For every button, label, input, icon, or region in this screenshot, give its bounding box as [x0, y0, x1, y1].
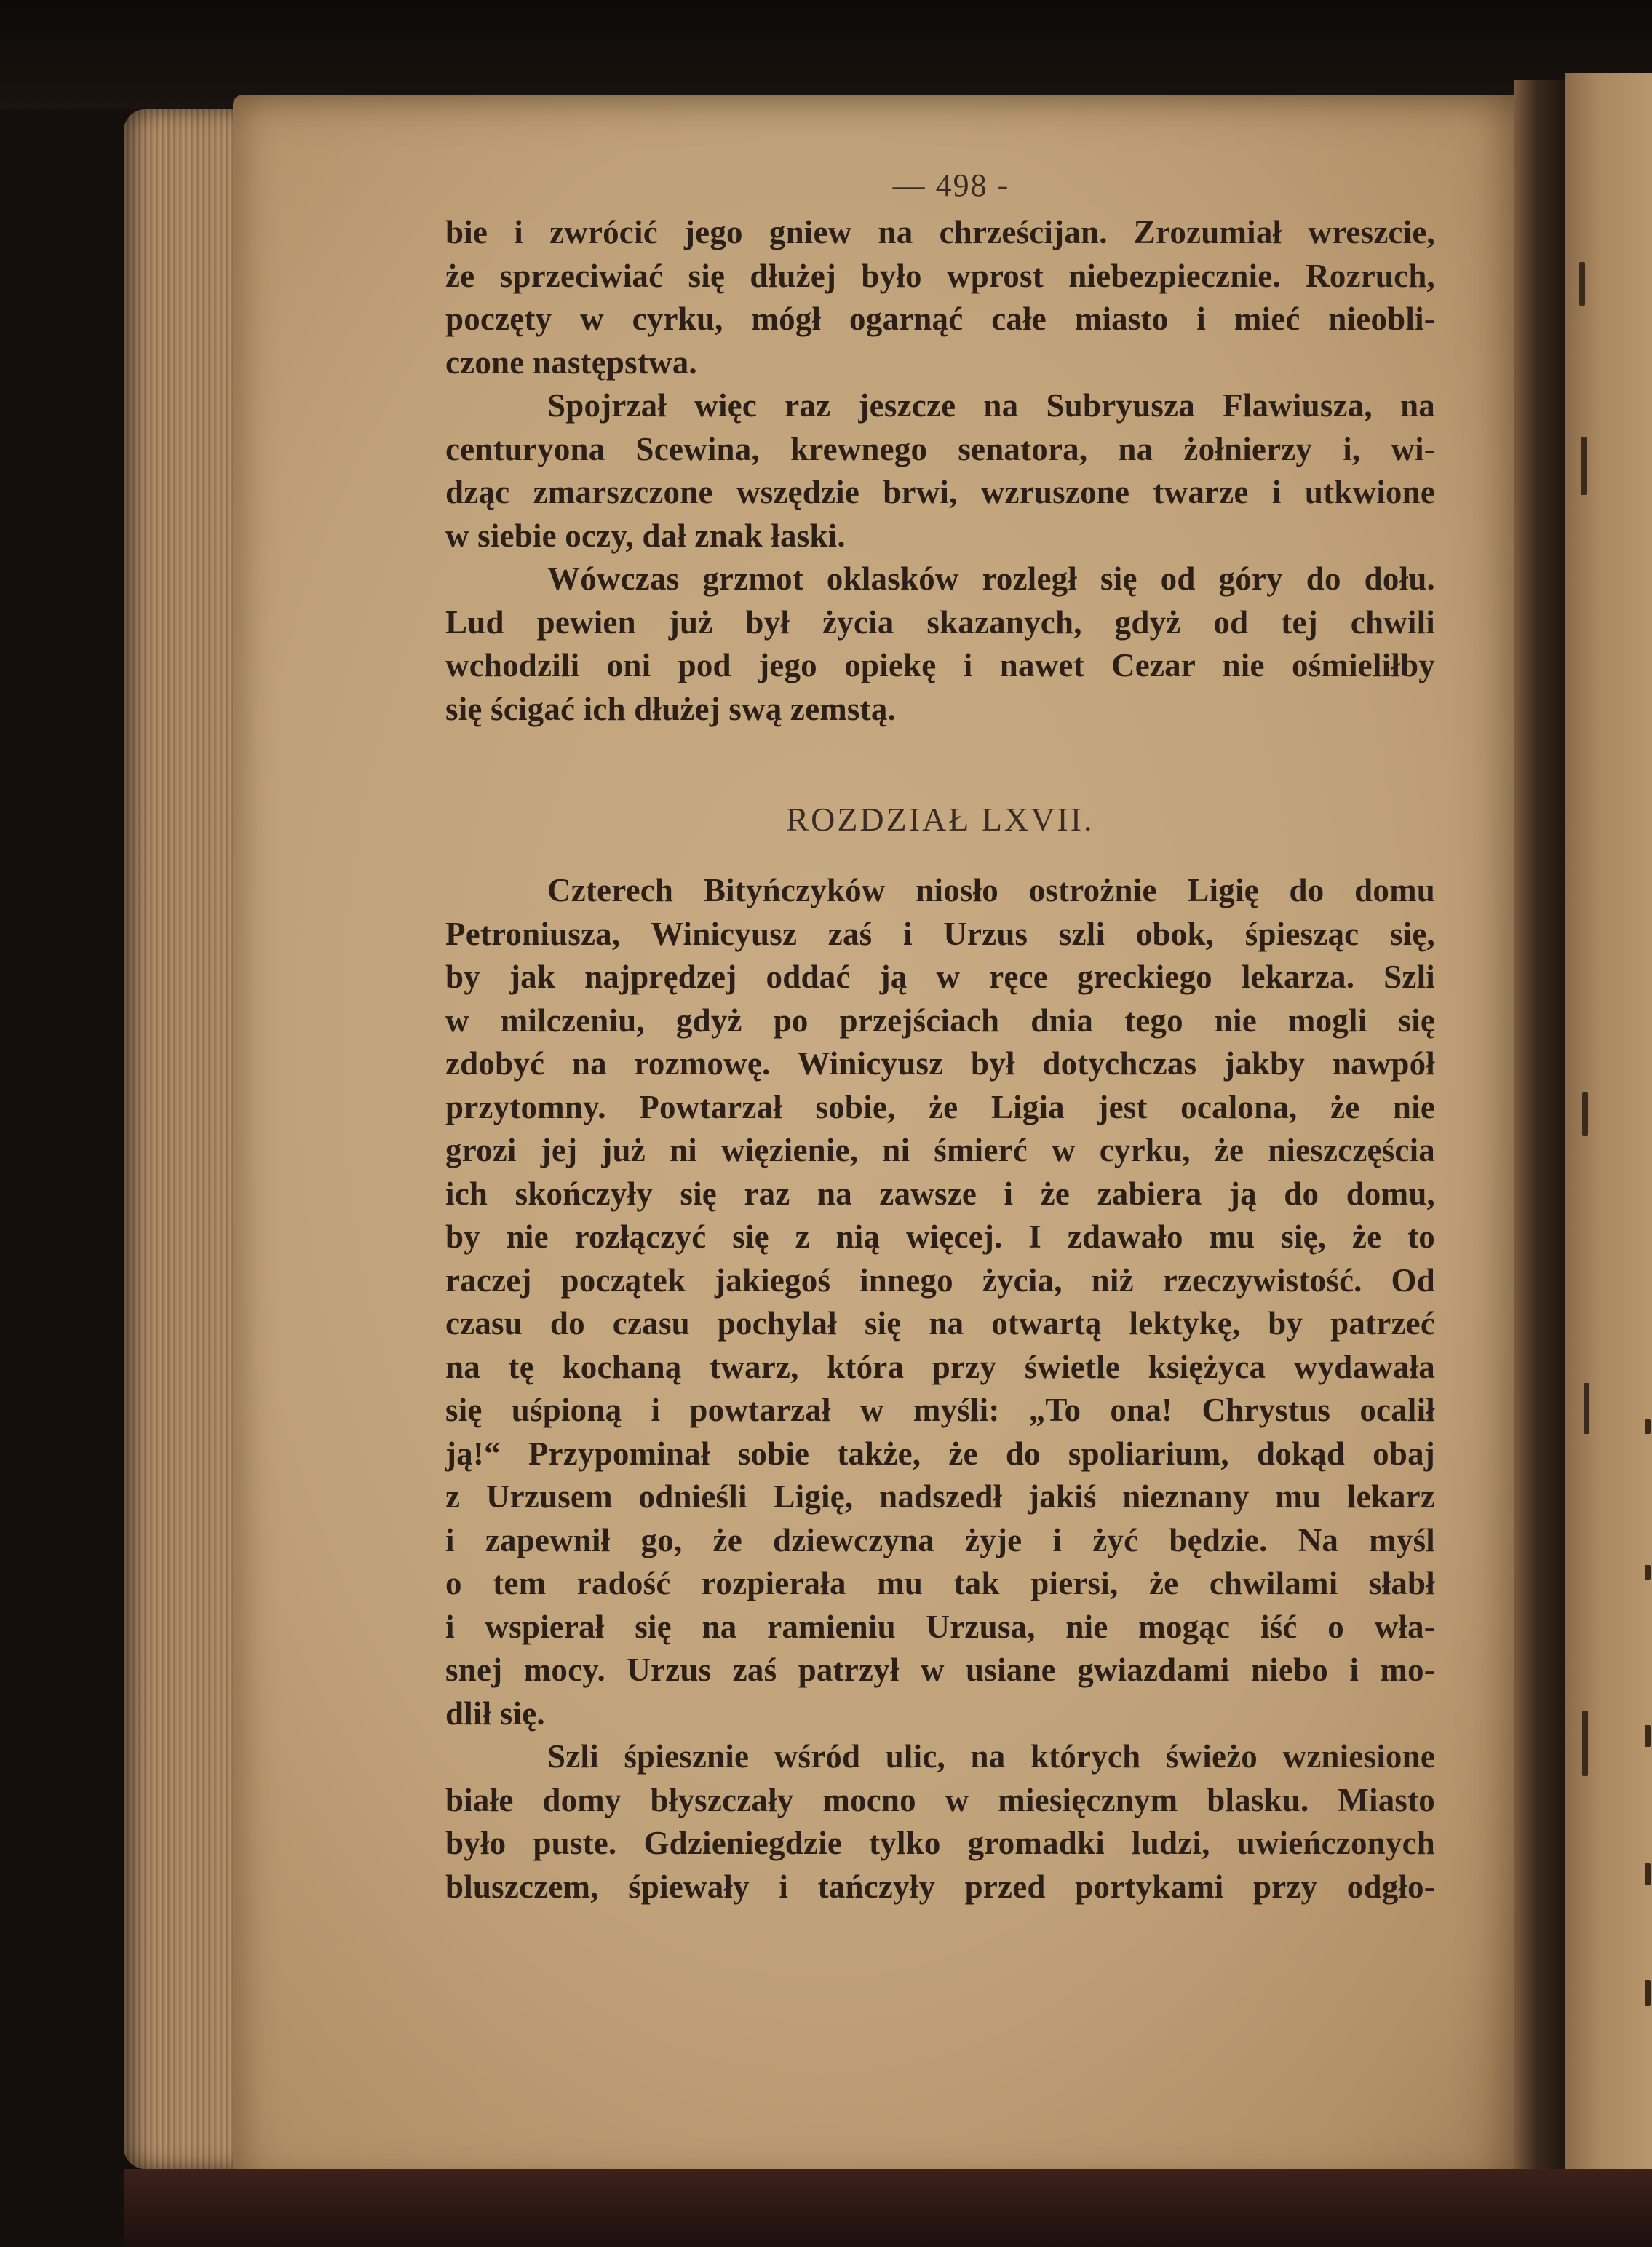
text-line: Spojrzał więc raz jeszcze na Subryusza Flawiusza, na [547, 387, 1435, 424]
text-line: poczęty w cyrku, mógł ogarnąć całe miasto i mieć nieobli- [445, 301, 1435, 337]
text-line: białe domy błyszczały mocno w miesięcznym blasku. Miasto [445, 1781, 1435, 1818]
text-line: że sprzeciwiać się dłużej było wprost niebezpiecznie. Rozruch, [445, 257, 1435, 294]
text-line: dlił się. [445, 1695, 545, 1732]
text-line: Szli śpiesznie wśród ulic, na których świeżo wzniesione [547, 1738, 1435, 1775]
text-line: Petroniusza, Winicyusz zaś i Urzus szli obok, śpiesząc się, [445, 915, 1435, 952]
text-line: by jak najprędzej oddać ją w ręce greckiego lekarza. Szli [445, 959, 1435, 995]
text-line: i wspierał się na ramieniu Urzusa, nie mogąc iść o wła- [445, 1608, 1435, 1645]
text-line: Wówczas grzmot oklasków rozległ się od góry do dołu. [547, 560, 1435, 597]
page-text [445, 160, 1435, 1909]
text-line: snej mocy. Urzus zaś patrzył w usiane gwiazdami niebo i mo- [445, 1652, 1435, 1688]
text-line: i zapewnił go, że dziewczyna żyje i żyć będzie. Na myśl [445, 1521, 1435, 1558]
text-line: Lud pewien już był życia skazanych, gdyż od tej chwili [445, 603, 1435, 641]
paragraph [445, 869, 1435, 1735]
paragraph [445, 384, 1435, 558]
text-line: na tę kochaną twarz, która przy świetle księżyca wydawała [445, 1348, 1435, 1385]
text-line: by nie rozłączyć się z nią więcej. I zdawało mu się, że to [445, 1218, 1435, 1255]
text-line: w milczeniu, gdyż po przejściach dnia tego nie mogli się [445, 1002, 1435, 1039]
binding-edge [124, 2169, 1652, 2247]
chapter-heading: ROZDZIAŁ LXVII. [786, 801, 1095, 838]
text-line: zdobyć na rozmowę. Winicyusz był dotychczas jakby nawpół [445, 1045, 1435, 1082]
text-line: bie i zwrócić jego gniew na chrześcijan. Zrozumiał wreszcie, [445, 214, 1435, 250]
text-line: z Urzusem odnieśli Ligię, nadszedł jakiś nieznany mu lekarz [445, 1478, 1435, 1515]
text-line: było puste. Gdzieniegdzie tylko gromadki ludzi, uwieńczonych [445, 1825, 1435, 1861]
paragraph [445, 558, 1435, 731]
text-line: bluszczem, śpiewały i tańczyły przed portykami przy odgło- [445, 1868, 1435, 1905]
text-line: się ścigać ich dłużej swą zemstą. [445, 690, 896, 727]
text-line: raczej początek jakiegoś innego życia, niż rzeczywistość. Od [445, 1261, 1435, 1299]
text-line: centuryona Scewina, krewnego senatora, na żołnierzy i, wi- [445, 430, 1435, 467]
facing-page-edge [1565, 73, 1652, 2206]
text-line: w siebie oczy, dał znak łaski. [445, 517, 846, 554]
book-gutter [1514, 80, 1565, 2198]
text-line: dząc zmarszczone wszędzie brwi, wzruszone twarze i utkwione [445, 474, 1435, 510]
chapter-text [445, 869, 1435, 1909]
text-line: o tem radość rozpierała mu tak piersi, że chwilami słabł [445, 1565, 1435, 1601]
text-line: ich skończyły się raz na zawsze i że zabiera ją do domu, [445, 1175, 1435, 1212]
text-line: się uśpioną i powtarzał w myśli: „To ona! Chrystus ocalił [445, 1392, 1435, 1428]
text-line: czasu do czasu pochylał się na otwartą lektykę, by patrzeć [445, 1305, 1435, 1342]
text-line: ją!“ Przypominał sobie także, że do spoliarium, dokąd obaj [445, 1435, 1435, 1472]
paragraph [445, 1735, 1435, 1909]
page-number: — 498 - [892, 167, 1010, 203]
text-line: czone następstwa. [445, 344, 697, 381]
backdrop [0, 0, 1652, 109]
text-line: przytomny. Powtarzał sobie, że Ligia jest ocalona, że nie [445, 1088, 1435, 1125]
text-line: Czterech Bityńczyków niosło ostrożnie Ligię do domu [547, 872, 1435, 908]
paragraph [445, 211, 1435, 384]
text-before-chapter [445, 211, 1435, 731]
text-line: grozi jej już ni więzienie, ni śmierć w cyrku, że nieszczęścia [445, 1132, 1435, 1168]
text-line: wchodzili oni pod jego opiekę i nawet Cezar nie ośmieliłby [445, 647, 1435, 683]
